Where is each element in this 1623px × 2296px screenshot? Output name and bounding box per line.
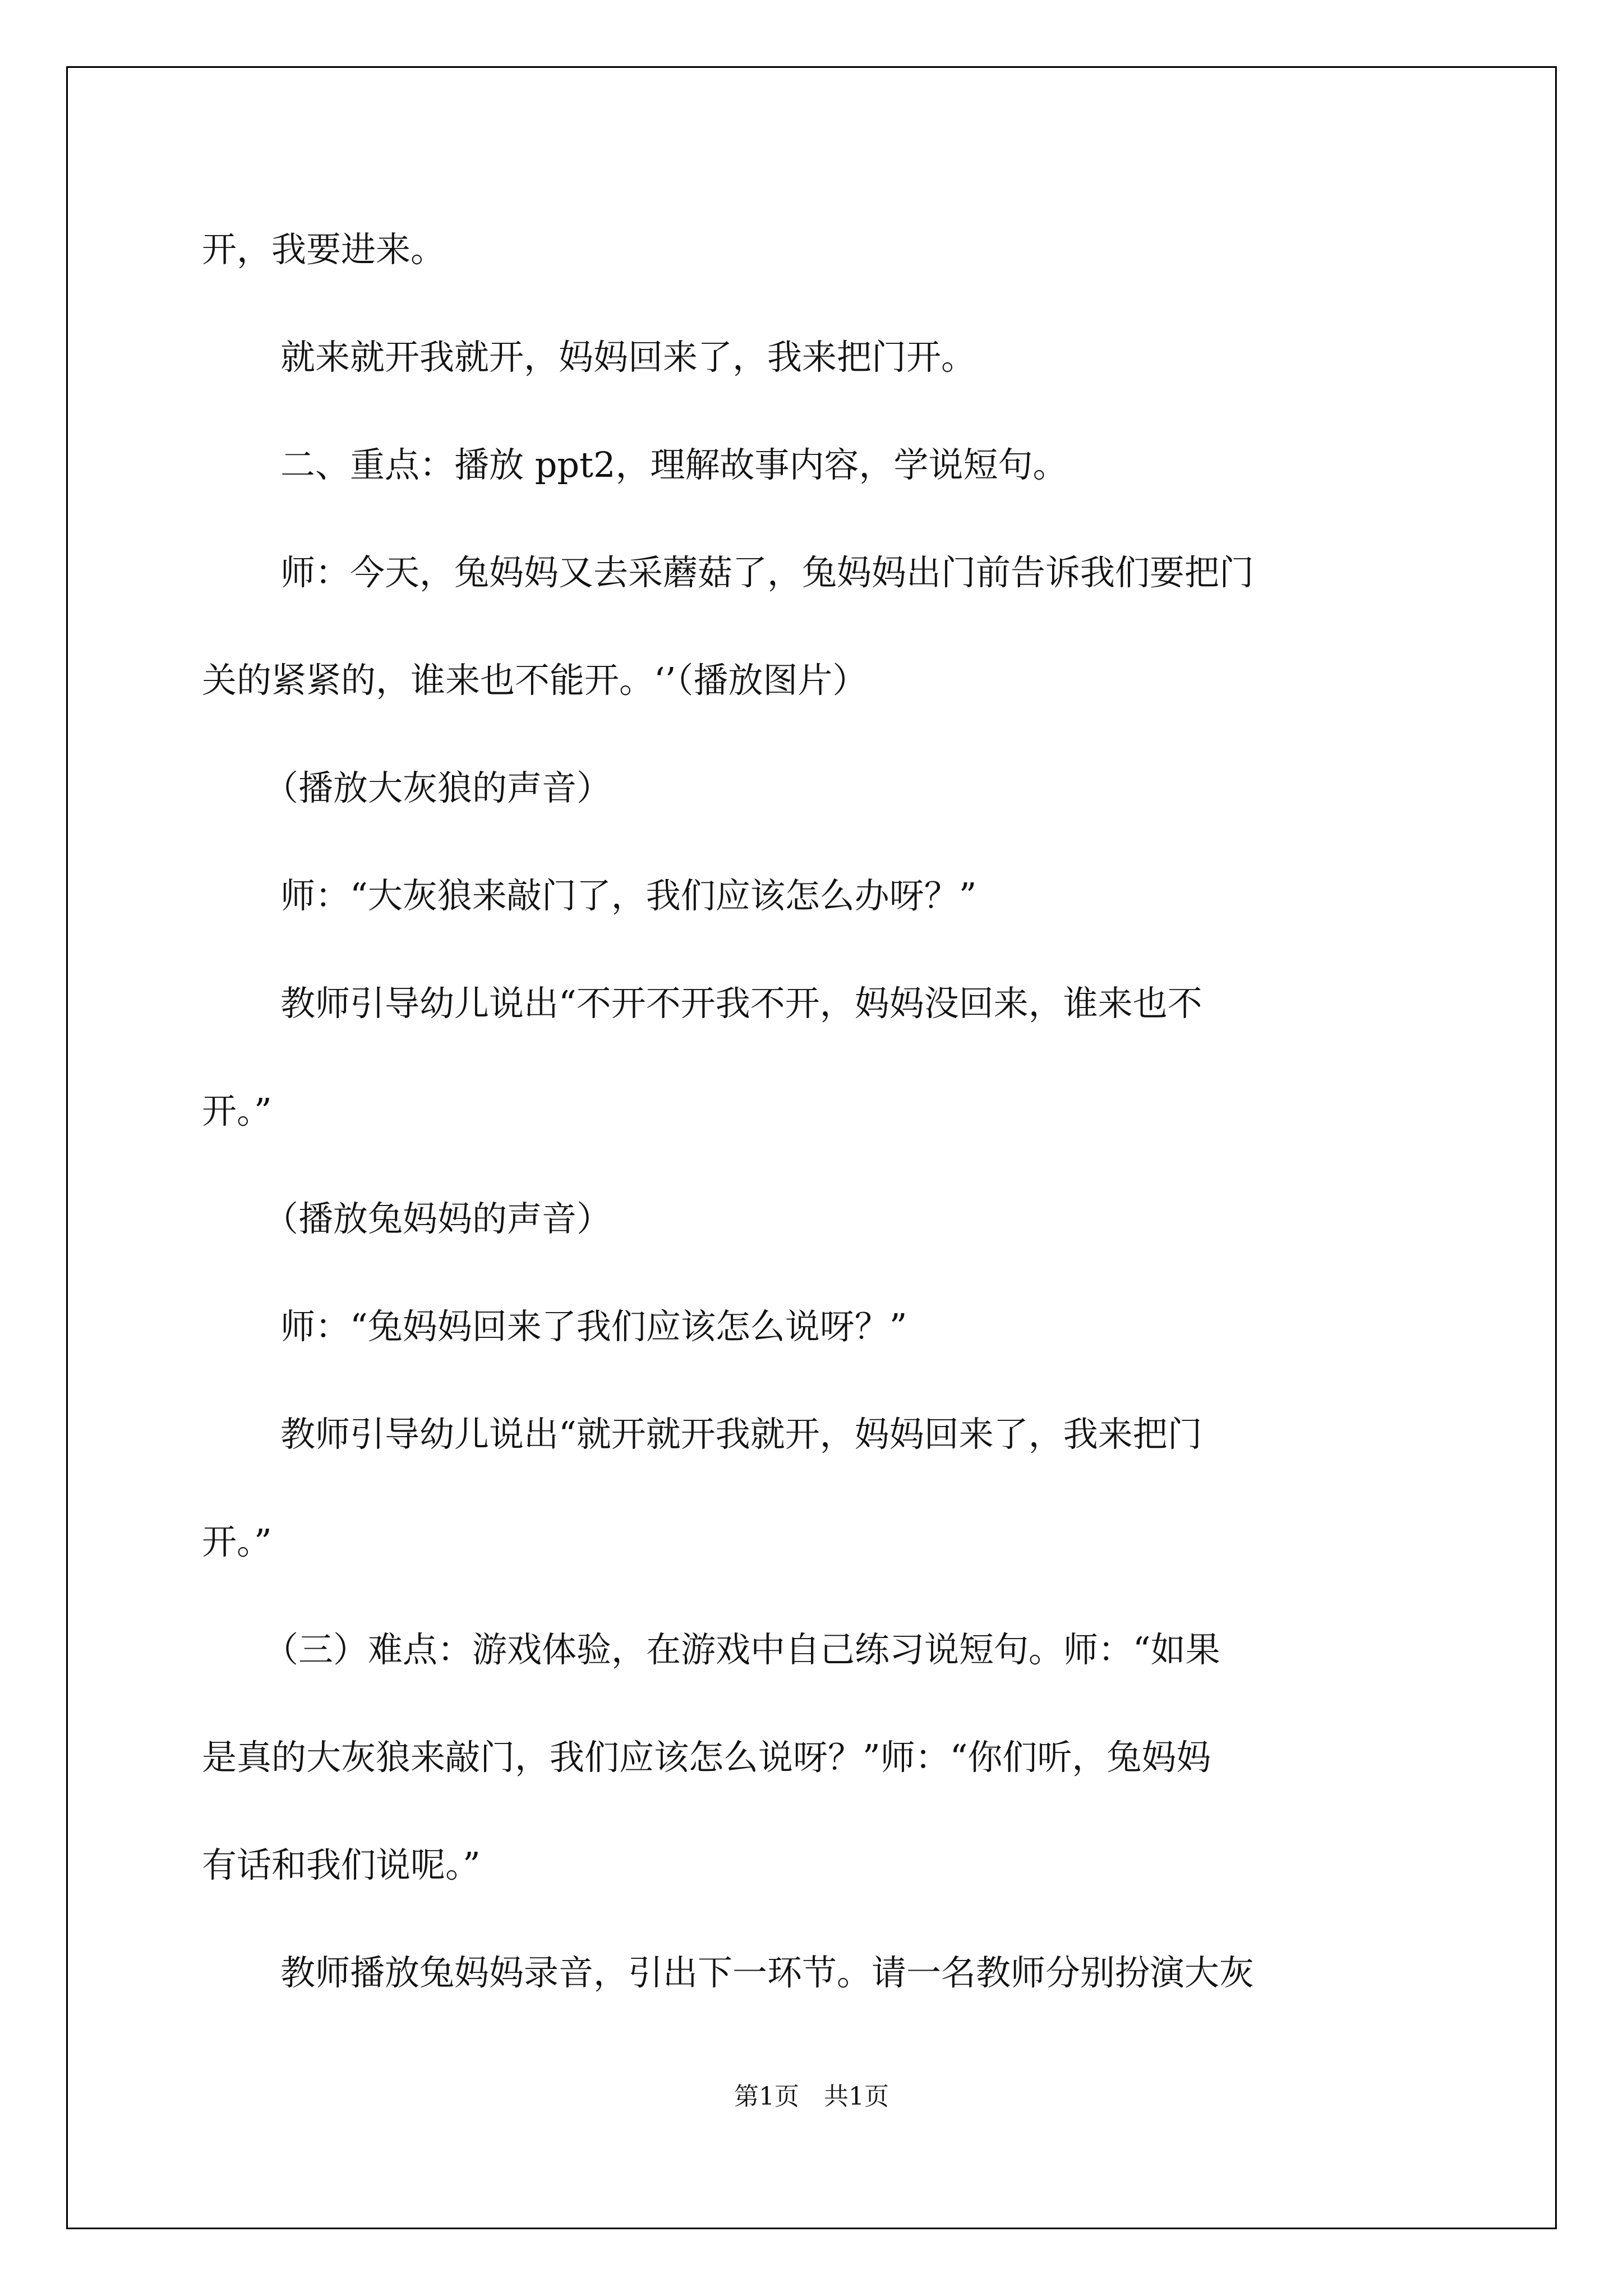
paragraph-line-2: 就来就开我就开，妈妈回来了，我来把门开。 xyxy=(280,337,976,378)
paragraph-line-8: 教师引导幼儿说出“不开不开我不开，妈妈没回来，谁来也不 xyxy=(280,983,1202,1024)
paragraph-line-7: 师：“大灰狼来敲门了，我们应该怎么办呀？” xyxy=(280,875,977,916)
paragraph-line-13: 开。” xyxy=(202,1521,272,1562)
paragraph-line-9: 开。” xyxy=(202,1091,272,1131)
paragraph-line-15: 是真的大灰狼来敲门，我们应该怎么说呀？”师：“你们听，兔妈妈 xyxy=(202,1737,1211,1778)
paragraph-line-14: （三）难点：游戏体验，在游戏中自己练习说短句。师：“如果 xyxy=(264,1629,1220,1670)
paragraph-line-5: 关的紧紧的，谁来也不能开。‘’（播放图片） xyxy=(202,660,868,701)
paragraph-line-17: 教师播放兔妈妈录音，引出下一环节。请一名教师分别扮演大灰 xyxy=(280,1952,1255,1993)
paragraph-line-16: 有话和我们说呢。” xyxy=(202,1844,481,1885)
page-footer: 第1页 共1页 xyxy=(734,2082,889,2111)
paragraph-line-1: 开，我要进来。 xyxy=(202,229,446,270)
paragraph-line-3: 二、重点：播放 ppt2，理解故事内容，学说短句。 xyxy=(280,444,1068,485)
paragraph-line-6: （播放大灰狼的声音） xyxy=(264,767,612,808)
paragraph-line-4: 师：今天，兔妈妈又去采蘑菇了，兔妈妈出门前告诉我们要把门 xyxy=(280,552,1255,593)
paragraph-line-11: 师：“兔妈妈回来了我们应该怎么说呀？” xyxy=(280,1306,907,1347)
page-border xyxy=(66,66,1557,2229)
paragraph-line-12: 教师引导幼儿说出“就开就开我就开，妈妈回来了，我来把门 xyxy=(280,1414,1202,1455)
paragraph-line-10: （播放兔妈妈的声音） xyxy=(264,1198,612,1239)
